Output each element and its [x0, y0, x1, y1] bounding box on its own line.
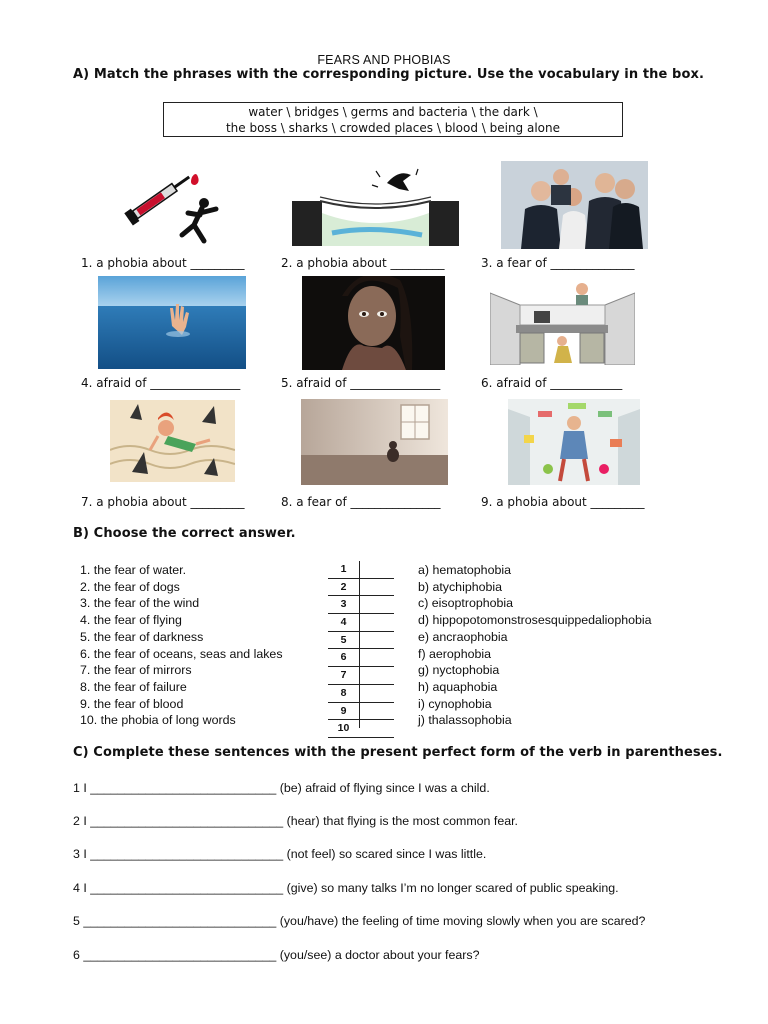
- caption-4: 4. afraid of _______________: [81, 376, 241, 390]
- caption-9: 9. a phobia about _________: [481, 495, 645, 509]
- b-option-e: e) ancraophobia: [418, 629, 508, 644]
- caption-2: 2. a phobia about _________: [281, 256, 445, 270]
- answer-row-4[interactable]: [328, 614, 394, 632]
- vocabulary-line-2: the boss \ sharks \ crowded places \ blood \ being alone: [225, 121, 561, 135]
- picture-germs: [508, 399, 640, 485]
- answer-number: 5: [340, 633, 347, 646]
- b-option-f: f) aerophobia: [418, 646, 492, 661]
- picture-the-dark: [302, 276, 445, 370]
- answer-row-10[interactable]: [328, 720, 394, 738]
- caption-6: 6. afraid of ____________: [481, 376, 623, 390]
- b-option-j: j) thalassophobia: [418, 713, 512, 728]
- answer-row-2[interactable]: [328, 579, 394, 597]
- b-item-1: 1. the fear of water.: [80, 563, 187, 577]
- answer-row-1[interactable]: [328, 561, 394, 579]
- picture-blood-syringe: [120, 163, 230, 245]
- answer-row-3[interactable]: [328, 596, 394, 614]
- sentence-6: 6 ____________________________ (you/see) a doctor about your fears?: [73, 948, 480, 962]
- sentence-4: 4 I ____________________________ (give) so many talks I’m no longer scared of public speaking.: [73, 881, 619, 895]
- b-item-10: 10. the phobia of long words: [80, 713, 236, 728]
- page-title: FEARS AND PHOBIAS: [317, 53, 451, 67]
- b-option-i: i) cynophobia: [418, 696, 492, 711]
- answer-grid: [328, 561, 394, 738]
- b-item-6: 6. the fear of oceans, seas and lakes: [80, 646, 283, 661]
- answer-number: 4: [340, 616, 347, 629]
- b-item-8: 8. the fear of failure: [80, 679, 187, 694]
- sentence-3: 3 I ____________________________ (not feel) so scared since I was little.: [73, 847, 487, 861]
- answer-grid-divider: [359, 561, 360, 728]
- section-b-heading: B) Choose the correct answer.: [73, 526, 296, 541]
- b-option-h: h) aquaphobia: [418, 679, 498, 694]
- answer-number: 6: [340, 651, 347, 664]
- sentence-5: 5 ____________________________ (you/have) the feeling of time moving slowly when you are scared?: [73, 914, 646, 928]
- caption-8: 8. a fear of _______________: [281, 495, 441, 509]
- caption-7: 7. a phobia about _________: [81, 495, 245, 509]
- answer-row-9[interactable]: [328, 703, 394, 721]
- section-a-heading: A) Match the phrases with the corresponding picture. Use the vocabulary in the box.: [73, 67, 705, 82]
- sentence-2: 2 I ____________________________ (hear) that flying is the most common fear.: [73, 814, 518, 828]
- picture-the-boss: [501, 161, 648, 249]
- picture-being-alone: [301, 399, 448, 485]
- caption-5: 5. afraid of _______________: [281, 376, 441, 390]
- vocabulary-line-1: water \ bridges \ germs and bacteria \ the dark \: [248, 105, 538, 119]
- caption-3: 3. a fear of ______________: [481, 256, 635, 270]
- answer-number: 1: [340, 563, 347, 575]
- section-b-options: [418, 562, 652, 729]
- b-item-9: 9. the fear of blood: [80, 696, 184, 711]
- caption-1: 1. a phobia about _________: [81, 256, 245, 270]
- vocabulary-box: [163, 102, 623, 137]
- b-item-7: 7. the fear of mirrors: [80, 663, 192, 678]
- answer-number: 3: [340, 598, 347, 611]
- b-option-a: a) hematophobia: [418, 563, 511, 577]
- picture-water: [98, 276, 246, 369]
- answer-number: 7: [340, 669, 347, 682]
- b-option-b: b) atychiphobia: [418, 579, 503, 594]
- b-item-2: 2. the fear of dogs: [80, 579, 180, 594]
- b-item-4: 4. the fear of flying: [80, 613, 182, 628]
- sentence-1: 1 I ___________________________ (be) afraid of flying since I was a child.: [73, 781, 490, 795]
- picture-office: [490, 283, 635, 365]
- b-option-d: d) hippopotomonstrosesquippedaliophobia: [418, 613, 652, 628]
- answer-row-5[interactable]: [328, 632, 394, 650]
- answer-row-7[interactable]: [328, 667, 394, 685]
- answer-row-8[interactable]: [328, 685, 394, 703]
- answer-number: 8: [340, 686, 347, 699]
- answer-number: 10: [337, 722, 350, 735]
- section-c-heading: C) Complete these sentences with the present perfect form of the verb in parentheses.: [73, 745, 723, 760]
- b-item-5: 5. the fear of darkness: [80, 629, 204, 644]
- b-option-c: c) eisoptrophobia: [418, 596, 514, 611]
- picture-sharks: [110, 400, 235, 482]
- picture-bridge: [292, 163, 459, 246]
- section-b-items: [80, 562, 283, 729]
- answer-row-6[interactable]: [328, 649, 394, 667]
- answer-number: 9: [340, 704, 347, 717]
- b-option-g: g) nyctophobia: [418, 663, 500, 678]
- answer-number: 2: [340, 580, 347, 593]
- b-item-3: 3. the fear of the wind: [80, 596, 200, 611]
